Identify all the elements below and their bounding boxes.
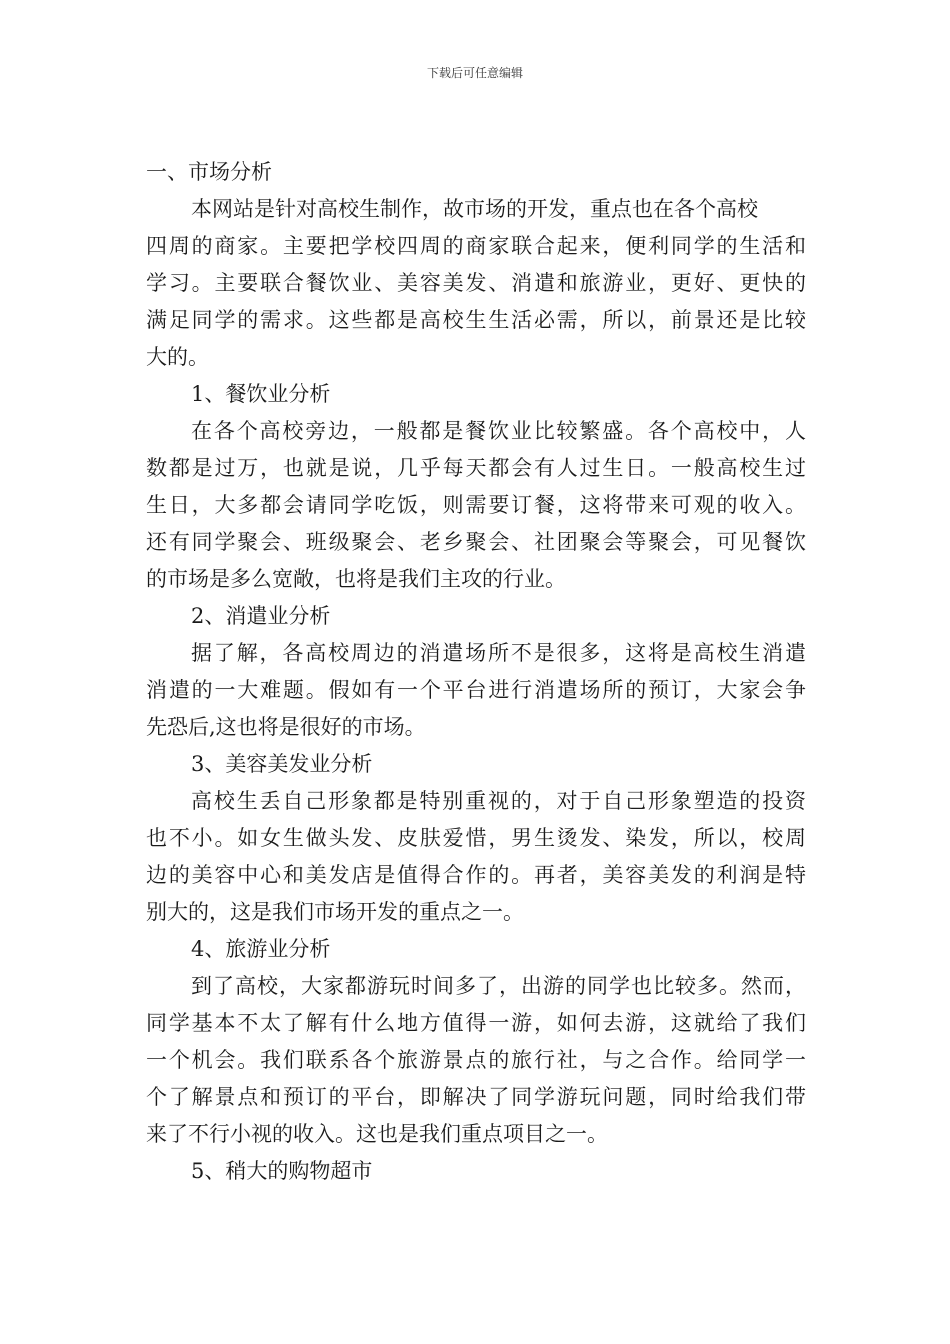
page-header: 下载后可任意编辑	[426, 66, 523, 80]
document-body	[146, 154, 806, 1190]
text-line: 还有同学聚会、班级聚会、老乡聚会、社团聚会等聚会，可见餐饮	[146, 530, 806, 554]
text-line: 也不小。如女生做头发、皮肤爱惜，男生烫发、染发，所以，校周	[146, 826, 806, 850]
text-line: 的市场是多么宽敞，也将是我们主攻的行业。	[146, 567, 566, 591]
text-line: 一个机会。我们联系各个旅游景点的旅行社，与之合作。给同学一	[146, 1048, 806, 1072]
text-line: 高校生丢自己形象都是特别重视的，对于自己形象塑造的投资	[191, 789, 806, 813]
text-line: 满足同学的需求。这些都是高校生生活必需，所以，前景还是比较	[146, 308, 806, 332]
text-line: 1、餐饮业分析	[191, 382, 331, 406]
text-line: 2、消遣业分析	[191, 604, 331, 628]
text-line: 5、稍大的购物超市	[191, 1159, 373, 1183]
text-line: 学习。主要联合餐饮业、美容美发、消遣和旅游业，更好、更快的	[146, 271, 806, 295]
text-line: 四周的商家。主要把学校四周的商家联合起来，便利同学的生活和	[146, 234, 806, 258]
text-line: 生日，大多都会请同学吃饭，则需要订餐，这将带来可观的收入。	[146, 493, 806, 517]
text-line: 消遣的一大难题。假如有一个平台进行消遣场所的预订，大家会争	[146, 678, 806, 702]
text-line: 数都是过万，也就是说，几乎每天都会有人过生日。一般高校生过	[146, 456, 806, 480]
text-line: 一、市场分析	[146, 160, 272, 184]
text-line: 到了高校，大家都游玩时间多了，出游的同学也比较多。然而，	[191, 974, 806, 998]
text-line: 据了解，各高校周边的消遣场所不是很多，这将是高校生消遣	[191, 641, 806, 665]
text-line: 来了不行小视的收入。这也是我们重点项目之一。	[146, 1122, 608, 1146]
text-line: 个了解景点和预订的平台，即解决了同学游玩问题，同时给我们带	[146, 1085, 806, 1109]
text-line: 3、美容美发业分析	[191, 752, 373, 776]
text-line: 别大的，这是我们市场开发的重点之一。	[146, 900, 524, 924]
text-line: 本网站是针对高校生制作，故市场的开发，重点也在各个高校	[191, 197, 758, 221]
text-line: 先恐后,这也将是很好的市场。	[146, 715, 426, 739]
text-line: 大的。	[146, 345, 209, 369]
text-line: 在各个高校旁边，一般都是餐饮业比较繁盛。各个高校中，人	[191, 419, 806, 443]
text-line: 同学基本不太了解有什么地方值得一游，如何去游，这就给了我们	[146, 1011, 806, 1035]
text-line: 4、旅游业分析	[191, 937, 331, 961]
text-line: 边的美容中心和美发店是值得合作的。再者，美容美发的利润是特	[146, 863, 806, 887]
